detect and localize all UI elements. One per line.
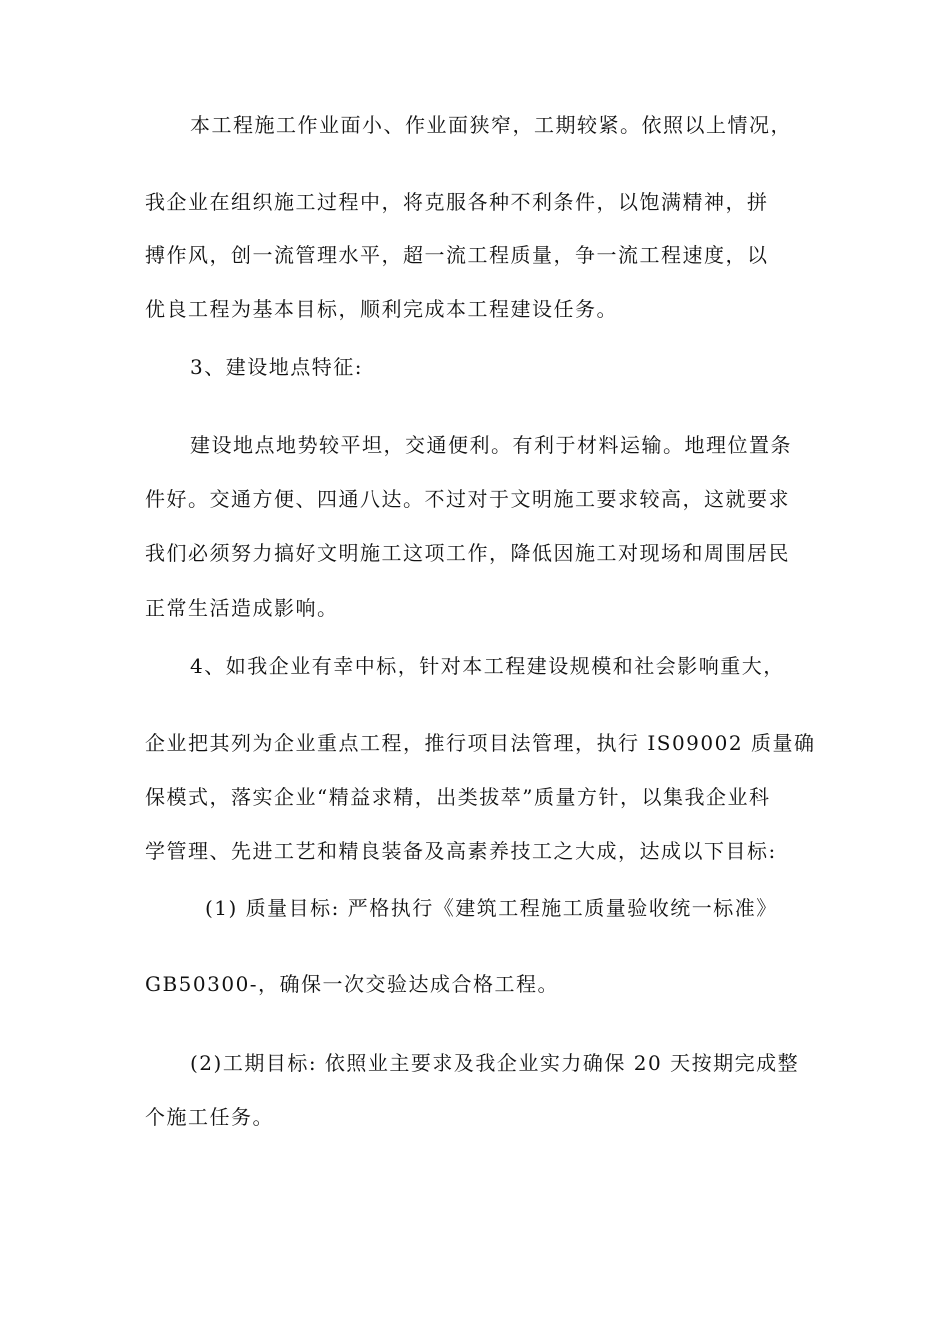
paragraph-line-13: 学管理、先进工艺和精良装备及高素养技工之大成，达成以下目标: bbox=[145, 839, 777, 863]
paragraph-line-1: 本工程施工作业面小、作业面狭窄，工期较紧。依照以上情况， bbox=[190, 113, 792, 137]
schedule-target-line-2: 个施工任务。 bbox=[145, 1105, 274, 1129]
paragraph-line-12: 保模式，落实企业“精益求精，出类拔萃”质量方针，以集我企业科 bbox=[145, 785, 771, 809]
paragraph-line-11: 企业把其列为企业重点工程，推行项目法管理，执行 IS09002 质量确 bbox=[145, 731, 816, 755]
quality-target-line: (1) 质量目标: 严格执行《建筑工程施工质量验收统一标准》 bbox=[205, 896, 778, 920]
section-heading-4: 4、如我企业有幸中标，针对本工程建设规模和社会影响重大， bbox=[190, 654, 785, 678]
paragraph-line-3: 搏作风，创一流管理水平，超一流工程质量，争一流工程速度，以 bbox=[145, 243, 769, 267]
schedule-target-line: (2)工期目标: 依照业主要求及我企业实力确保 20 天按期完成整 bbox=[190, 1051, 800, 1075]
paragraph-line-8: 我们必须努力搞好文明施工这项工作，降低因施工对现场和周围居民 bbox=[145, 541, 790, 565]
paragraph-line-2: 我企业在组织施工过程中，将克服各种不利条件，以饱满精神，拼 bbox=[145, 190, 769, 214]
paragraph-line-7: 件好。交通方便、四通八达。不过对于文明施工要求较高，这就要求 bbox=[145, 487, 790, 511]
quality-standard-line: GB50300-，确保一次交验达成合格工程。 bbox=[145, 972, 560, 996]
paragraph-line-6: 建设地点地势较平坦，交通便利。有利于材料运输。地理位置条 bbox=[190, 433, 792, 457]
paragraph-line-4: 优良工程为基本目标，顺利完成本工程建设任务。 bbox=[145, 297, 618, 321]
paragraph-line-9: 正常生活造成影响。 bbox=[145, 596, 339, 620]
section-heading-3: 3、建设地点特征: bbox=[190, 355, 363, 379]
